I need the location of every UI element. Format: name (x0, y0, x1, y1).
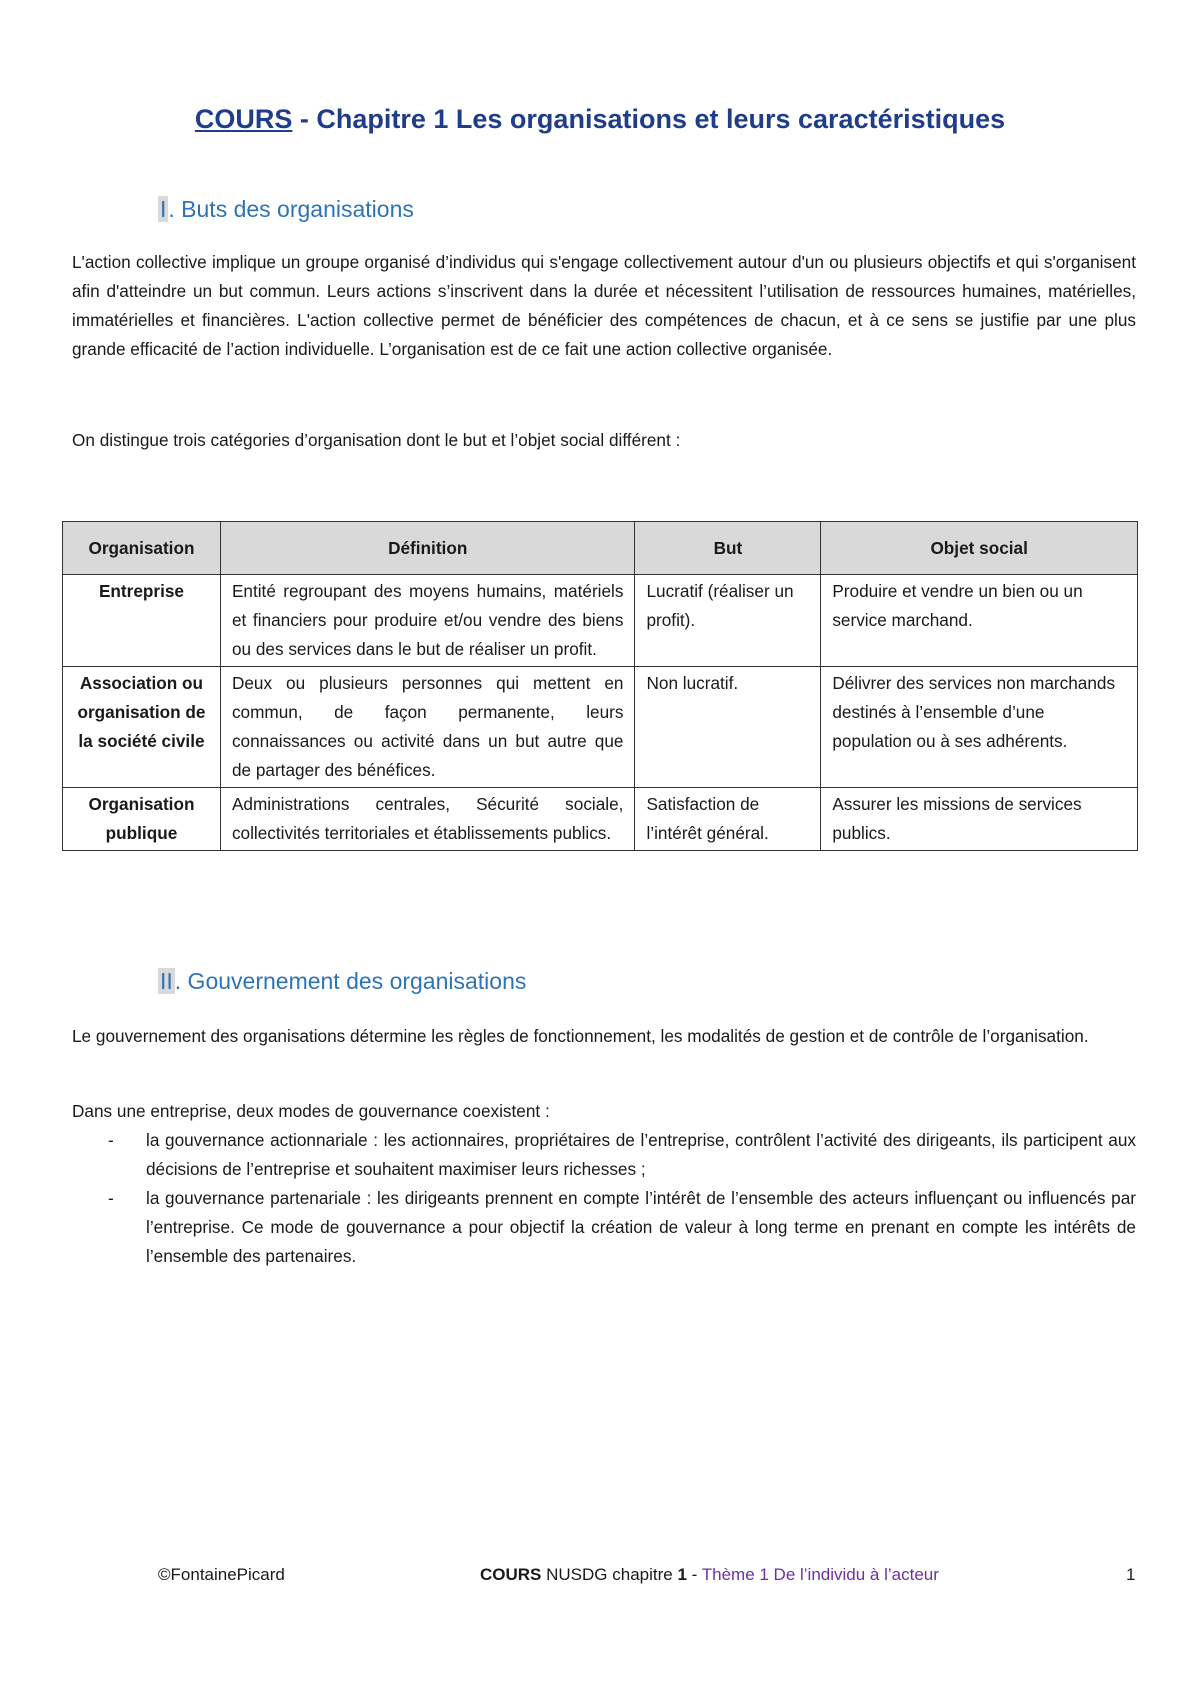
section1-number: I (160, 196, 167, 222)
footer-cours: COURS (480, 1565, 542, 1584)
section2-paragraph: Le gouvernement des organisations détermine les règles de fonctionnement, les modalités de gestion et de contrôle de l’organisation. (72, 1026, 1089, 1046)
section1-paragraph: L'action collective implique un groupe organisé d’individus qui s'engage collectivement autour d'un ou plusieurs objectifs et qui s'organisent afin d'atteindre un but commun. Leurs actions s’inscrivent dans la durée et nécessitent l’utilisation de ressources humaines, matérielles, immatérielles et financières. L'action collective permet de bénéficier des compétences de chacun, et à ce sens se justifie par une plus grande efficacité de l’action individuelle. L’organisation est de ce fait une action collective organisée. (72, 252, 1136, 359)
section2-number: II (160, 968, 173, 994)
section1-heading-text: . Buts des organisations (168, 196, 414, 222)
footer-separator: - (686, 1565, 702, 1584)
cell-organisation: Organisation publique (63, 788, 221, 851)
cell-definition: Entité regroupant des moyens humains, matériels et financiers pour produire et/ou vendre des biens ou des services dans le but de réaliser un profit. (220, 575, 635, 667)
section2-heading-text: . Gouvernement des organisations (174, 968, 527, 994)
list-item-text: la gouvernance actionnariale : les actionnaires, propriétaires de l’entreprise, contrôlent l’activité des dirigeants, ils participent aux décisions de l’entreprise et souhaitent maximiser leurs richesses ; (146, 1130, 1136, 1179)
bullet-dash: - (108, 1130, 114, 1150)
footer-copyright: ©FontainePicard (158, 1565, 285, 1584)
bullet-dash: - (108, 1188, 114, 1208)
page-title (0, 104, 1200, 135)
table-header-but: But (635, 522, 821, 575)
cell-but: Satisfaction de l’intérêt général. (635, 788, 821, 851)
table-row (63, 788, 1138, 851)
table-header-row (63, 522, 1138, 575)
cell-but: Non lucratif. (635, 667, 821, 788)
list-item (72, 1126, 1136, 1184)
table-header-objet-social: Objet social (821, 522, 1138, 575)
list-item-text: la gouvernance partenariale : les dirigeants prennent en compte l’intérêt de l’ensemble des acteurs influençant ou influencés par l’entreprise. Ce mode de gouvernance a pour objectif la création de valeur à long terme en prenant en compte les intérêts de l’ensemble des partenaires. (146, 1188, 1136, 1266)
organisations-table (62, 521, 1138, 851)
governance-modes-list (72, 1126, 1136, 1271)
title-text: Chapitre 1 Les organisations et leurs caractéristiques (316, 104, 1006, 134)
cell-objet-social: Délivrer des services non marchands destinés à l’ensemble d’une population ou à ses adhérents. (821, 667, 1138, 788)
table-header-definition: Définition (220, 522, 635, 575)
title-prefix: COURS (194, 104, 293, 134)
section2-intro-modes: Dans une entreprise, deux modes de gouvernance coexistent : (72, 1101, 550, 1121)
section2-heading (158, 968, 526, 995)
section1-intro-categories: On distingue trois catégories d’organisation dont le but et l’objet social différent : (72, 430, 681, 450)
cell-definition: Administrations centrales, Sécurité sociale, collectivités territoriales et établissements publics. (220, 788, 635, 851)
cell-definition: Deux ou plusieurs personnes qui mettent en commun, de façon permanente, leurs connaissances ou activité dans un but autre que de partager des bénéfices. (220, 667, 635, 788)
cell-but: Lucratif (réaliser un profit). (635, 575, 821, 667)
footer-chapter-number: 1 (677, 1565, 687, 1584)
cell-organisation: Association ou organisation de la société civile (63, 667, 221, 788)
table-header-organisation: Organisation (63, 522, 221, 575)
footer-page-number: 1 (1126, 1565, 1136, 1584)
cell-organisation: Entreprise (63, 575, 221, 667)
cell-objet-social: Produire et vendre un bien ou un service marchand. (821, 575, 1138, 667)
footer-theme: Thème 1 De l’individu à l’acteur (701, 1565, 939, 1584)
footer-center (480, 1565, 939, 1585)
title-separator: - (292, 104, 317, 134)
table-row (63, 667, 1138, 788)
table-row (63, 575, 1138, 667)
footer-course-code: NUSDG chapitre (541, 1565, 678, 1584)
cell-objet-social: Assurer les missions de services publics. (821, 788, 1138, 851)
section1-heading (158, 196, 414, 223)
list-item (72, 1184, 1136, 1271)
